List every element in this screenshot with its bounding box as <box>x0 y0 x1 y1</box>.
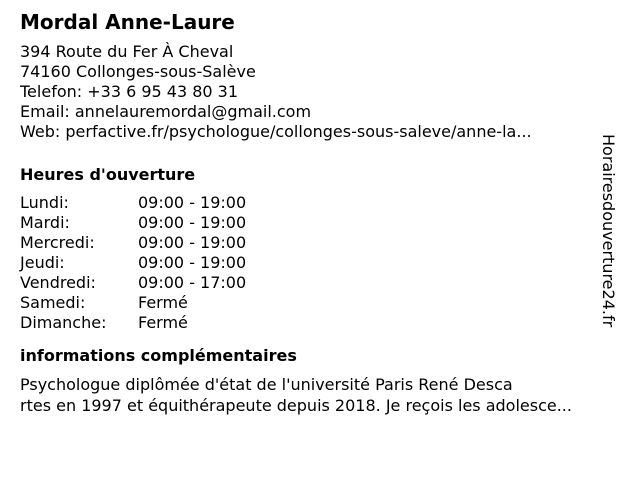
day-hours: 09:00 - 19:00 <box>138 213 247 232</box>
day-hours: 09:00 - 19:00 <box>138 193 247 212</box>
opening-hours-table <box>20 193 246 333</box>
day-label: Vendredi: <box>20 273 96 292</box>
address-city: 74160 Collonges-sous-Salève <box>20 62 256 81</box>
day-hours: Fermé <box>138 293 188 312</box>
hours-row-thursday <box>20 253 246 273</box>
description-line-2: rtes en 1997 et équithérapeute depuis 2018. Je reçois les adolesce... <box>20 396 572 415</box>
site-watermark <box>599 134 630 346</box>
day-hours: 09:00 - 19:00 <box>138 233 247 252</box>
day-hours: 09:00 - 17:00 <box>138 273 247 292</box>
day-label: Mardi: <box>20 213 70 232</box>
opening-hours-heading: Heures d'ouverture <box>20 165 196 184</box>
web-line: Web: perfactive.fr/psychologue/collonges-sous-saleve/anne-la... <box>20 122 532 141</box>
business-card <box>20 8 610 416</box>
day-label: Jeudi: <box>20 253 65 272</box>
day-label: Dimanche: <box>20 313 107 332</box>
day-hours: 09:00 - 19:00 <box>138 253 247 272</box>
day-label: Lundi: <box>20 193 69 212</box>
site-watermark-text: Horairesdouverture24.fr <box>599 134 618 328</box>
business-name: Mordal Anne-Laure <box>20 10 235 34</box>
hours-row-sunday <box>20 313 246 333</box>
hours-row-tuesday <box>20 213 246 233</box>
description-line-1: Psychologue diplômée d'état de l'université Paris René Desca <box>20 375 513 394</box>
day-label: Samedi: <box>20 293 86 312</box>
hours-row-wednesday <box>20 233 246 253</box>
day-label: Mercredi: <box>20 233 95 252</box>
day-hours: Fermé <box>138 313 188 332</box>
address-street: 394 Route du Fer À Cheval <box>20 42 234 61</box>
hours-row-saturday <box>20 293 246 313</box>
hours-row-friday <box>20 273 246 293</box>
email-line: Email: annelauremordal@gmail.com <box>20 102 312 121</box>
additional-info-heading: informations complémentaires <box>20 346 297 365</box>
phone-line: Telefon: +33 6 95 43 80 31 <box>20 82 239 101</box>
hours-row-monday <box>20 193 246 213</box>
